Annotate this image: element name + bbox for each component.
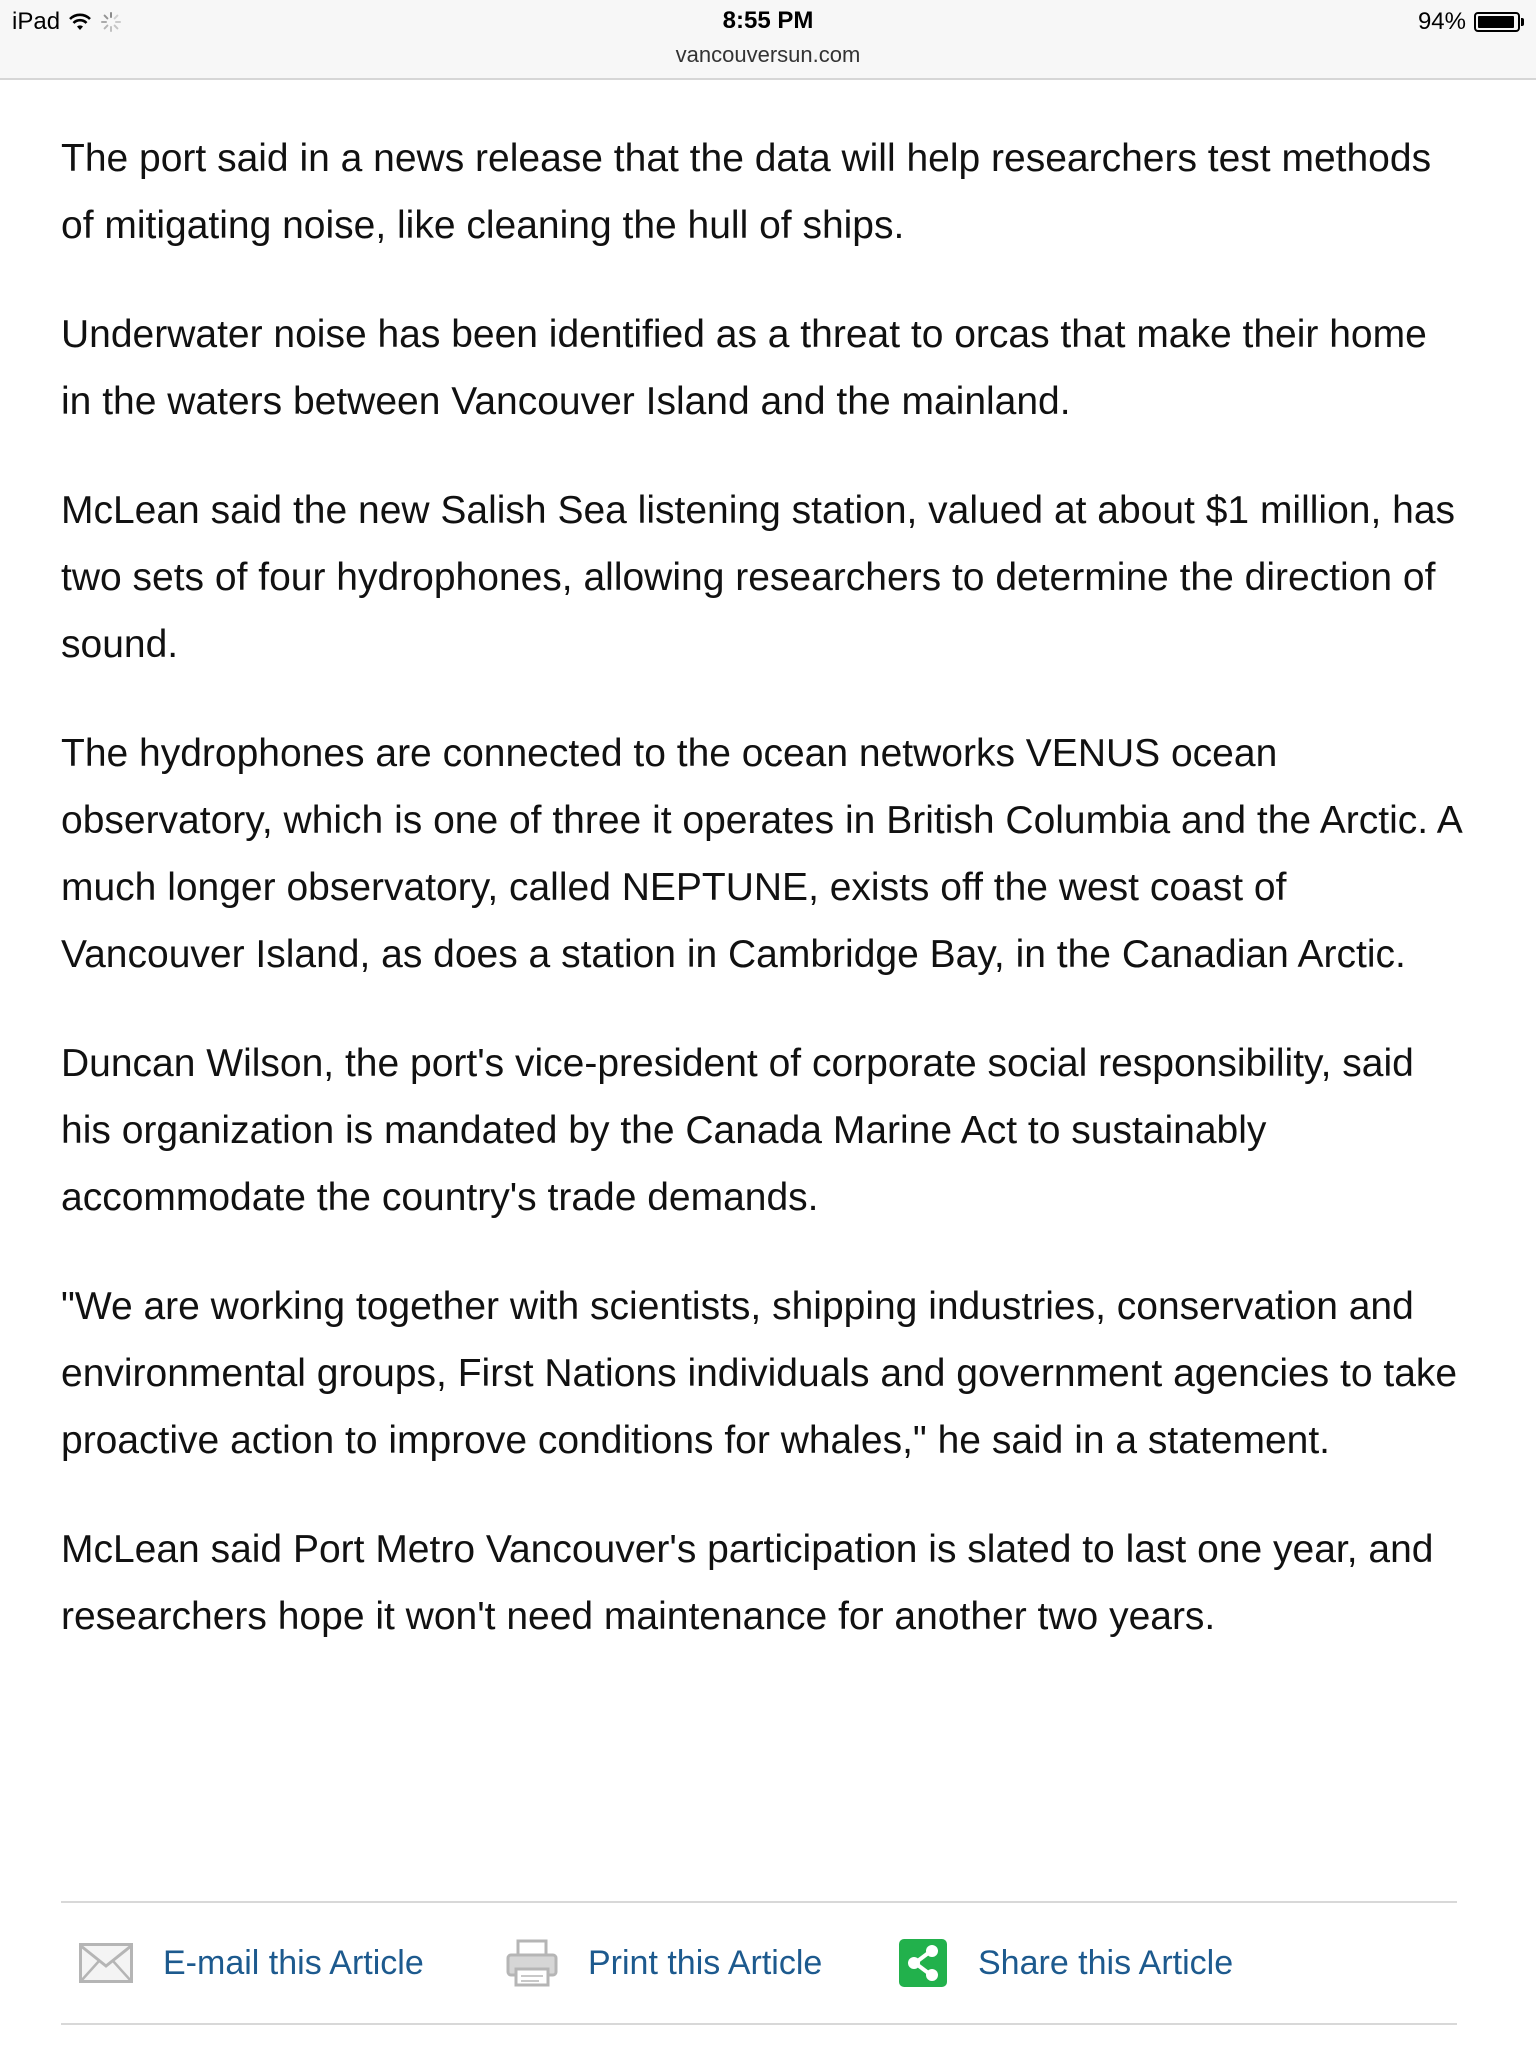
article-tools-bar	[61, 1901, 1457, 2025]
envelope-icon	[79, 1943, 133, 1983]
article-paragraph: McLean said the new Salish Sea listening station, valued at about $1 million, has two sets of four hydrophones, allowing researchers to determine the direction of sound.	[61, 489, 1456, 666]
email-article-link[interactable]	[79, 1903, 424, 2023]
article-paragraph: "We are working together with scientists, shipping industries, conservation and environmental groups, First Nations individuals and government agencies to take proactive action to improve conditions for whales," he said in a statement.	[61, 1285, 1458, 1462]
status-bar	[0, 0, 1536, 80]
article-paragraph: McLean said Port Metro Vancouver's participation is slated to last one year, and researchers hope it won't need maintenance for another two years.	[61, 1528, 1434, 1638]
printer-icon	[506, 1939, 558, 1987]
print-article-label[interactable]: Print this Article	[588, 1943, 823, 1982]
article-paragraph: Duncan Wilson, the port's vice-president of corporate social responsibility, said his organization is mandated by the Canada Marine Act to sustainably accommodate the country's trade demands.	[61, 1042, 1414, 1219]
share-article-label[interactable]: Share this Article	[978, 1943, 1234, 1982]
share-article-link[interactable]	[898, 1903, 1233, 2023]
share-icon	[898, 1938, 948, 1988]
device-label: iPad	[12, 8, 61, 35]
url-bar[interactable]: vancouversun.com	[675, 42, 861, 67]
email-article-label[interactable]: E-mail this Article	[163, 1943, 424, 1982]
print-article-link[interactable]	[506, 1903, 822, 2023]
battery-nub	[1521, 18, 1524, 26]
article-body	[61, 125, 1461, 1692]
battery-level-fill	[1478, 16, 1514, 28]
battery-percent: 94%	[1417, 8, 1466, 35]
clock-time: 8:55 PM	[722, 7, 814, 34]
article-paragraph: The hydrophones are connected to the ocean networks VENUS ocean observatory, which is one of three it operates in British Columbia and the Arctic. A much longer observatory, called NEPTUNE, exists off the west coast of Vancouver Island, as does a station in Cambridge Bay, in the Canadian Arctic.	[61, 732, 1461, 976]
article-paragraph: The port said in a news release that the data will help researchers test methods of mitigating noise, like cleaning the hull of ships.	[61, 137, 1432, 247]
article-paragraph: Underwater noise has been identified as a threat to orcas that make their home in the waters between Vancouver Island and the mainland.	[61, 313, 1427, 423]
battery-icon	[1474, 12, 1520, 32]
battery-indicator	[1418, 8, 1524, 36]
